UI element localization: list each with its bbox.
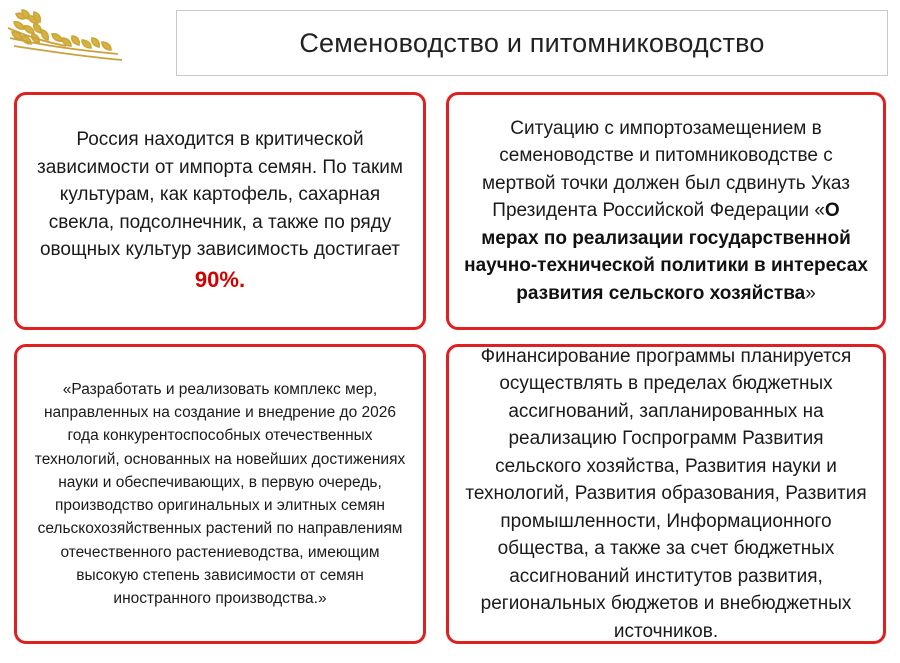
decree-closing-quote: » [805,282,816,304]
fact-box-financing [446,344,886,644]
fact-box-financing-content [463,343,869,646]
decree-intro-text: Ситуацию с импортозамещением в семеноводстве и питомниководстве с мертвой точки должен был сдвинуть Указ Президента Российской Федерации « [481,117,850,222]
fact-box-presidential-decree-content [463,115,869,308]
decree-title-text: О мерах по реализации государственной научно-технической политики в интересах развития сельского хозяйства [464,200,868,304]
page-title: Семеноводство и питомниководство [299,27,765,58]
fact-box-presidential-decree [446,92,886,330]
measures-quote-text: «Разработать и реализовать комплекс мер, направленных на создание и внедрение до 2026 года конкурентоспособных отечественных технологий, основанных на новейших достижениях науки и обеспечивающих, в первую очередь, производство оригинальных и элитных семян сельскохозяйственных растений по направлениям отечественного растениеводства, имеющим высокую степень зависимости от семян иностранного производства.» [34,380,406,607]
fact-box-measures-quote [14,344,426,644]
slide-title-bar [176,10,888,76]
import-dependency-percent: 90%. [194,266,246,292]
fact-box-import-dependency-content [31,126,409,296]
wheat-ears-icon [6,8,136,82]
fact-box-measures-quote-content [31,378,409,611]
financing-text: Финансирование программы планируется осуществлять в пределах бюджетных ассигнований, запланированных на реализацию Госпрограмм Развития сельского хозяйства, Развития науки и технологий, Развития образования, Развития промышленности, Информационного общества, а также за счет бюджетных ассигнований институтов развития, региональных бюджетов и внебюджетных источников. [465,345,867,642]
import-dependency-text: Россия находится в критической зависимости от импорта семян. По таким культурам, как картофель, сахарная свекла, подсолнечник, а также по ряду овощных культур зависимость достигает [37,129,403,261]
fact-box-import-dependency [14,92,426,330]
